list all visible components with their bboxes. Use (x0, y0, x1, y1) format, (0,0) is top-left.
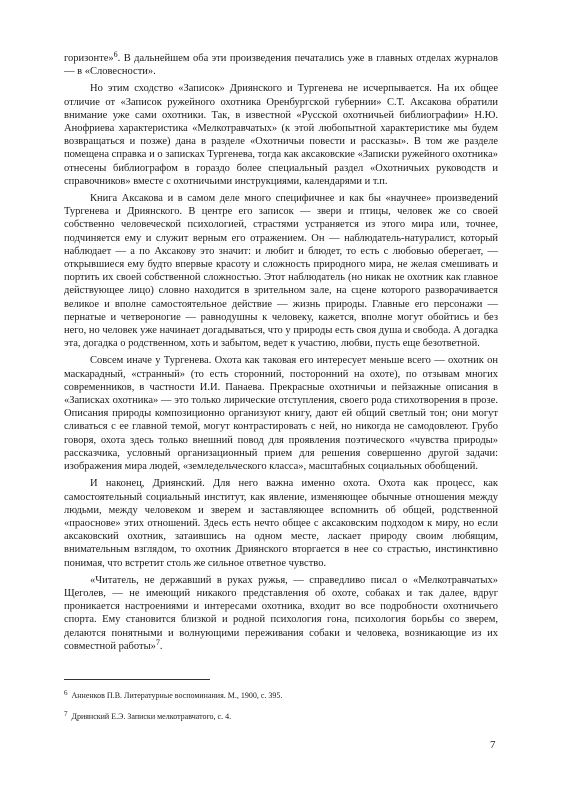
footnote-ref-6[interactable]: 6 (113, 50, 118, 59)
footnotes (64, 688, 498, 730)
paragraph-4: Совсем иначе у Тургенева. Охота как таковая его интересует меньше всего — охотник он маскарадный, «странный» (то есть сторонний, посторонний на охоте), по отзывам многих современников, в частности И.И. Панаева. Прекрасные охотничьи и пейзажные описания в «Записках охотника» — это только лирические отступления, своего рода стихотворения в прозе. Описания природы композиционно организуют книгу, дают ей общий светлый тон; они могут сливаться с ее главной темой, могут контрастировать с ней, но никогда не самодовлеют. Грубо говоря, охота здесь только внешний повод для проявления поэтического «чувства природы» рассказчика, условный организационный прием для решения совершенно другой задачи: изображения мира людей, «земледельческого класса», масштабных социальных обобщений. (64, 355, 498, 473)
paragraph-1-text: горизонте» (64, 53, 114, 64)
paragraph-2: Но этим сходство «Записок» Дриянского и Тургенева не исчерпывается. На их общее отличие от «Записок ружейного охотника Оренбургской губернии» С.Т. Аксакова обратили внимание уже сами охотники. Так, в известной «Русской охотничьей библиографии» Н.Ю. Анофриева характеристика «Мелкотравчатых» (к этой любопытной характеристике мы будем возвращаться и позже) дана в разделе «Охотничьи повести и рассказы». В том же разделе помещена справка и о записках Тургенева, тогда как аксаковские «Записки ружейного охотника» отнесены библиографом в гораздо более специальный раздел «Охотничьих руководств и справочников» вместе с охотничьими инструкциями, календарями и т.п. (64, 83, 498, 187)
main-text (64, 52, 498, 657)
footnote-divider (64, 679, 210, 680)
paragraph-6-text: «Читатель, не державший в руках ружья, — справедливо писал о «Мелкотравчатых» Щеголев, — не имеющий никакого представления об охоте, собаках и так далее, вдруг проникается настроениями и интересами охотника, входит во все подробности охотничьего спорта. Ему становится близкой и родной психология гона, психология борьбы со зверем, делаются понятными и волнующими переживания собаки и человека, возникающие из их совместной работы» (64, 574, 498, 652)
paragraph-1-text-after: . В дальнейшем оба эти произведения печатались уже в главных отделах журналов — в «Словесности». (64, 53, 498, 78)
footnote-item (64, 688, 498, 701)
paragraph-1 (64, 52, 498, 78)
paragraph-6 (64, 574, 498, 653)
footnote-item (64, 709, 498, 722)
paragraph-6-text-after: . (159, 640, 163, 652)
footnote-ref-7[interactable]: 7 (155, 637, 160, 647)
page-number: 7 (490, 739, 496, 751)
footnote-text: Дриянский Е.Э. Записки мелкотравчатого, с. 4. (71, 712, 232, 721)
footnote-number: 6 (64, 689, 68, 697)
footnote-number: 7 (64, 710, 68, 718)
paragraph-5: И наконец, Дриянский. Для него важна именно охота. Охота как процесс, как самостоятельный социальный институт, как явление, изменяющее обычные отношения между людьми, между человеком и зверем и заставляющее вспомнить об общей, родственной «праоснове» этих отношений. Здесь есть нечто общее с аксаковским подходом к миру, но если аксаковский охотник, затаившись на одном месте, ласкает природу своим любящим, внимательным взглядом, то охотник Дриянского вторгается в нее со страстью, инстинктивно понимая, что встретит столь же сильное ответное чувство. (64, 478, 498, 569)
paragraph-3: Книга Аксакова и в самом деле много специфичнее и как бы «научнее» произведений Тургенева и Дриянского. В центре его записок — звери и птицы, человек же со своей собственно человеческой психологией, страстями устраняется из этого мира или, точнее, подчиняется ему и служит верным его отражением. Он — наблюдатель-натуралист, который наблюдает — а по Аксакову это значит: и любит и блюдет, то есть с любовью оберегает, — открывшиеся ему будто впервые красоту и сложность природного мира, не желая смешивать и портить их своей собственной сложностью. Этот наблюдатель (но никак не охотник как главное действующее лицо) словно находится в зрительном зале, на сцене которого разворачивается великое и вполне самостоятельное действие — жизнь природы. Главные его персонажи — пернатые и четвероногие — равнодушны к человеку, кажется, вполне могут обойтись и без него, но человек уже начинает догадываться, что у природы есть своя душа и свобода. А догадка эта, догадка о родственном, хоть и забытом, ведет к участию, любви, пусть еще безответной. (64, 193, 498, 350)
footnote-text: Анненков П.В. Литературные воспоминания. М., 1900, с. 395. (71, 691, 283, 700)
